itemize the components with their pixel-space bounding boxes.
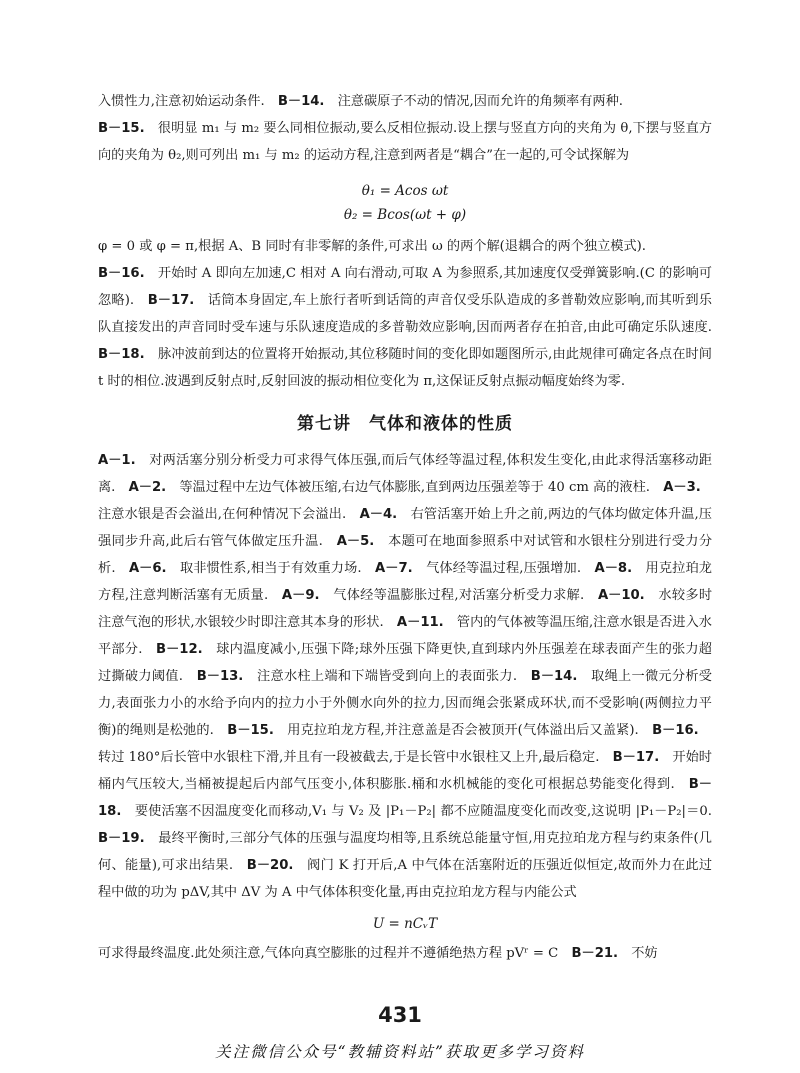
problem-label: B－17. bbox=[612, 750, 660, 765]
paragraph-text: 开始时 A 即向左加速,C 相对 A 向右滑动,可取 A 为参照系,其加速度仅受弹簧影响.(C 的影响可忽略). bbox=[98, 266, 712, 308]
problem-label: A－10. bbox=[597, 588, 645, 603]
page-content bbox=[98, 88, 726, 967]
paragraph-text: 管内的气体被等温压缩,注意水银是否进入水平部分. bbox=[98, 615, 712, 657]
paragraph-text: 可求得最终温度.此处须注意,气体向真空膨胀的过程并不遵循绝热方程 pVʳ = C bbox=[98, 946, 572, 961]
paragraph-text: 注意碳原子不动的情况,因而允许的角频率有两种. bbox=[324, 94, 623, 109]
problem-label: B－16. bbox=[652, 723, 699, 738]
paragraph-text: 用克拉珀龙方程,并注意盖是否会被顶开(气体溢出后又盖紧). bbox=[273, 723, 653, 738]
paragraph-text: 不妨 bbox=[618, 946, 658, 961]
paragraph-text: 水较多时注意气泡的形状,水银较少时即注意其本身的形状. bbox=[98, 588, 713, 630]
problem-label: B－14. bbox=[277, 94, 325, 109]
paragraph-text: 用克拉珀龙方程,注意判断活塞有无质量. bbox=[98, 561, 712, 603]
paragraph-text: 入惯性力,注意初始运动条件. bbox=[98, 94, 278, 109]
problem-label: B－18. bbox=[98, 777, 712, 819]
problem-label: B－19. bbox=[98, 831, 145, 846]
section-heading: 第七讲 气体和液体的性质 bbox=[297, 414, 513, 434]
paragraph-text: 注意水柱上端和下端皆受到向上的表面张力. bbox=[243, 669, 531, 684]
equation-internal-energy: U = nCᵥT bbox=[372, 916, 438, 932]
problem-label: A－8. bbox=[594, 561, 633, 576]
paragraph-text: 取绳上一微元分析受力,表面张力小的水给予向内的拉力小于外侧水向外的拉力,因而绳会张紧成环状,而不受影响(两侧拉力平衡)的绳则是松弛的. bbox=[98, 669, 712, 738]
paragraphs-bottom bbox=[98, 940, 712, 967]
paragraphs-mid bbox=[98, 233, 726, 395]
paragraph-text: φ = 0 或 φ = π,根据 A、B 同时有非零解的条件,可求出 ω 的两个解(退耦合的两个独立模式). bbox=[98, 239, 646, 254]
footer-note: 关注微信公众号“教辅资料站”获取更多学习资料 bbox=[215, 1043, 585, 1061]
problem-label: B－16. bbox=[98, 266, 145, 281]
paragraph-text: 等温过程中左边气体被压缩,右边气体膨胀,直到两边压强差等于 40 cm 高的液柱. bbox=[166, 480, 664, 495]
problem-label: A－5. bbox=[336, 534, 375, 549]
equation-block-theta bbox=[98, 169, 712, 233]
paragraph-text: 转过 180°后长管中水银柱下滑,并且有一段被截去,于是长管中水银柱又上升,最后稳定. bbox=[98, 723, 713, 765]
paragraph-text: 取非惯性系,相当于有效重力场. bbox=[166, 561, 376, 576]
page-number: 431 bbox=[378, 1003, 422, 1027]
problem-label: A－6. bbox=[128, 561, 167, 576]
problem-label: B－15. bbox=[98, 121, 145, 136]
paragraphs-top bbox=[98, 88, 712, 169]
problem-label: A－11. bbox=[396, 615, 444, 630]
paragraph-text: 球内温度减小,压强下降;球外压强下降更快,直到球内外压强差在球表面产生的张力超过撕破力阈值. bbox=[98, 642, 712, 684]
equation-block-internal-energy bbox=[98, 906, 712, 940]
equation-theta1: θ₁ = Acos ωt bbox=[361, 183, 449, 199]
paragraphs-section bbox=[98, 447, 726, 906]
problem-label: A－2. bbox=[128, 480, 167, 495]
problem-label: B－15. bbox=[227, 723, 274, 738]
paragraph-p1 bbox=[98, 88, 712, 115]
paragraph-text: 要使活塞不因温度变化而移动,V₁ 与 V₂ 及 |P₁－P₂| 都不应随温度变化而改变,这说明 |P₁－P₂|＝0. bbox=[121, 804, 726, 819]
paragraph-p2 bbox=[98, 115, 712, 169]
paragraph-text: 很明显 m₁ 与 m₂ 要么同相位振动,要么反相位振动.设上摆与竖直方向的夹角为 θ,下摆与竖直方向的夹角为 θ₂,则可列出 m₁ 与 m₂ 的运动方程,注意到两者是“耦合”在一起的,可令试探解为 bbox=[98, 121, 712, 163]
problem-label: A－1. bbox=[98, 453, 136, 468]
paragraph-text: 注意水银是否会溢出,在何种情况下会溢出. bbox=[98, 480, 714, 522]
paragraph-p3 bbox=[98, 233, 712, 260]
paragraph-p5 bbox=[98, 447, 726, 906]
problem-label: B－14. bbox=[530, 669, 578, 684]
equation-theta2: θ₂ = Bcos(ωt + φ) bbox=[343, 207, 467, 223]
problem-label: A－9. bbox=[281, 588, 320, 603]
paragraph-text: 气体经等温膨胀过程,对活塞分析受力求解. bbox=[319, 588, 598, 603]
paragraph-text: 右管活塞开始上升之前,两边的气体均做定体升温,压强同步升高,此后右管气体做定压升温. bbox=[98, 507, 712, 549]
paragraph-p6 bbox=[98, 940, 712, 967]
paragraph-text: 脉冲波前到达的位置将开始振动,其位移随时间的变化即如题图所示,由此规律可确定各点在时间 t 时的相位.波遇到反射点时,反射回波的振动相位变化为 π,这保证反射点振动幅度始终为零. bbox=[98, 347, 712, 389]
problem-label: B－18. bbox=[98, 347, 145, 362]
problem-label: B－13. bbox=[196, 669, 244, 684]
paragraph-text: 对两活塞分别分析受力可求得气体压强,而后气体经等温过程,体积发生变化,由此求得活塞移动距离. bbox=[98, 453, 712, 495]
paragraph-text: 话筒本身固定,车上旅行者听到话筒的声音仅受乐队造成的多普勒效应影响,而其听到乐队直接发出的声音同时受车速与乐队速度造成的多普勒效应影响,因而两者存在拍音,由此可确定乐队速度. bbox=[98, 293, 726, 335]
problem-label: B－12. bbox=[156, 642, 203, 657]
paragraph-p4 bbox=[98, 260, 726, 395]
problem-label: B－17. bbox=[147, 293, 195, 308]
paragraph-text: 气体经等温过程,压强增加. bbox=[412, 561, 595, 576]
problem-label: A－3. bbox=[663, 480, 701, 495]
paragraph-text: 开始时桶内气压较大,当桶被提起后内部气压变小,体积膨胀.桶和水机械能的变化可根据总势能变化得到. bbox=[98, 750, 712, 792]
problem-label: A－4. bbox=[359, 507, 398, 522]
paragraph-text: 阀门 K 打开后,A 中气体在活塞附近的压强近似恒定,故而外力在此过程中做的功为 pΔV,其中 ΔV 为 A 中气体体积变化量,再由克拉珀龙方程与内能公式 bbox=[98, 858, 713, 900]
problem-label: A－7. bbox=[375, 561, 413, 576]
problem-label: B－21. bbox=[571, 946, 619, 961]
paragraph-text: 最终平衡时,三部分气体的压强与温度均相等,且系统总能量守恒,用克拉珀龙方程与约束条件(几何、能量),可求出结果. bbox=[98, 831, 712, 873]
paragraph-text: 本题可在地面参照系中对试管和水银柱分别进行受力分析. bbox=[98, 534, 713, 576]
problem-label: B－20. bbox=[246, 858, 294, 873]
